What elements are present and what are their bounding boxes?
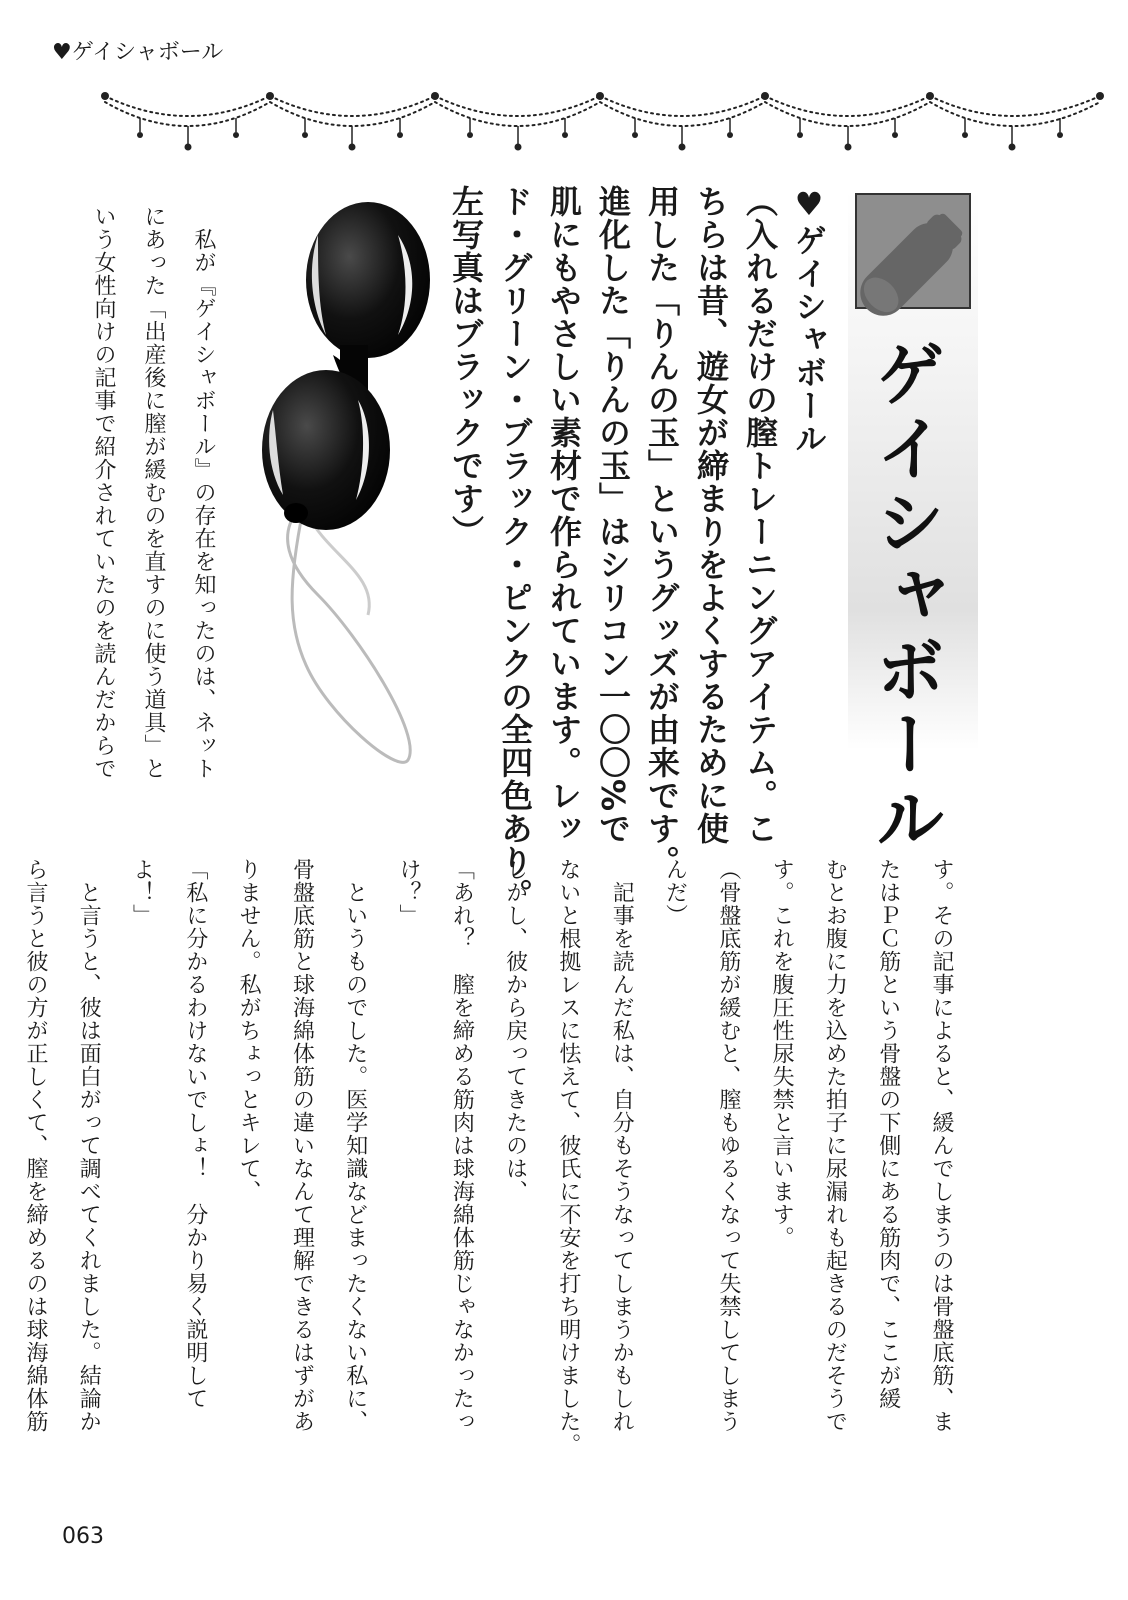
intro-paragraph: 私が『ゲイシャボール』の存在を知ったのは、ネット にあった「出産後に膣が緩むのを直すのに使う道具」と いう女性向けの記事で紹介されていたのを読んだからで	[91, 205, 216, 780]
page-number: 063	[62, 1524, 104, 1549]
kegel-balls-photo	[248, 195, 433, 785]
page-title: ゲイシャボール	[864, 338, 946, 856]
product-silhouette-icon	[828, 178, 998, 348]
section-header-label: ♥ゲイシャボール	[52, 40, 224, 65]
garland-ornament	[100, 88, 1110, 158]
main-body-text: す。その記事によると、緩んでしまうのは骨盤底筋、ま たはＰＣ筋という骨盤の下側にある筋肉で、ここが緩 むとお腹に力を込めた拍子に尿漏れも起きるのだそうで す。これを腹圧性尿失禁と言います。 （骨盤底筋が緩むと、膣もゆるくなって失禁してしまう んだ） 記事を読んだ私は、自分もそうなってしまうかもしれ ないと根拠レスに怯えて、彼氏に不安を打ち明けました。 しかし、彼から戻ってきたのは、 「あれ？ 膣を締める筋肉は球海綿体筋じゃなかったっ け？」 というものでした。医学知識などまったくない私に、 骨盤底筋と球海綿体筋の違いなんて理解できるはずがあ りません。私がちょっとキレて、 「私に分かるわけないでしょ！ 分かり易く説明して よ！」 と言うと、彼は面白がって調べてくれました。結論か ら言うと彼の方が正しくて、膣を締めるのは球海綿体筋	[22, 858, 954, 1456]
product-description: ♥ゲイシャボール （入れるだけの膣トレーニングアイテム。こ ちらは昔、遊女が締まりをよくするために使 用した「りんの玉」というグッズが由来です。 進化した「りんの玉」はシリコン一〇〇%で 肌にもやさしい素材で作られています。レッ ド・グリーン・ブラック・ピンクの全四色あり。 左写真はブラックです）	[447, 185, 828, 911]
